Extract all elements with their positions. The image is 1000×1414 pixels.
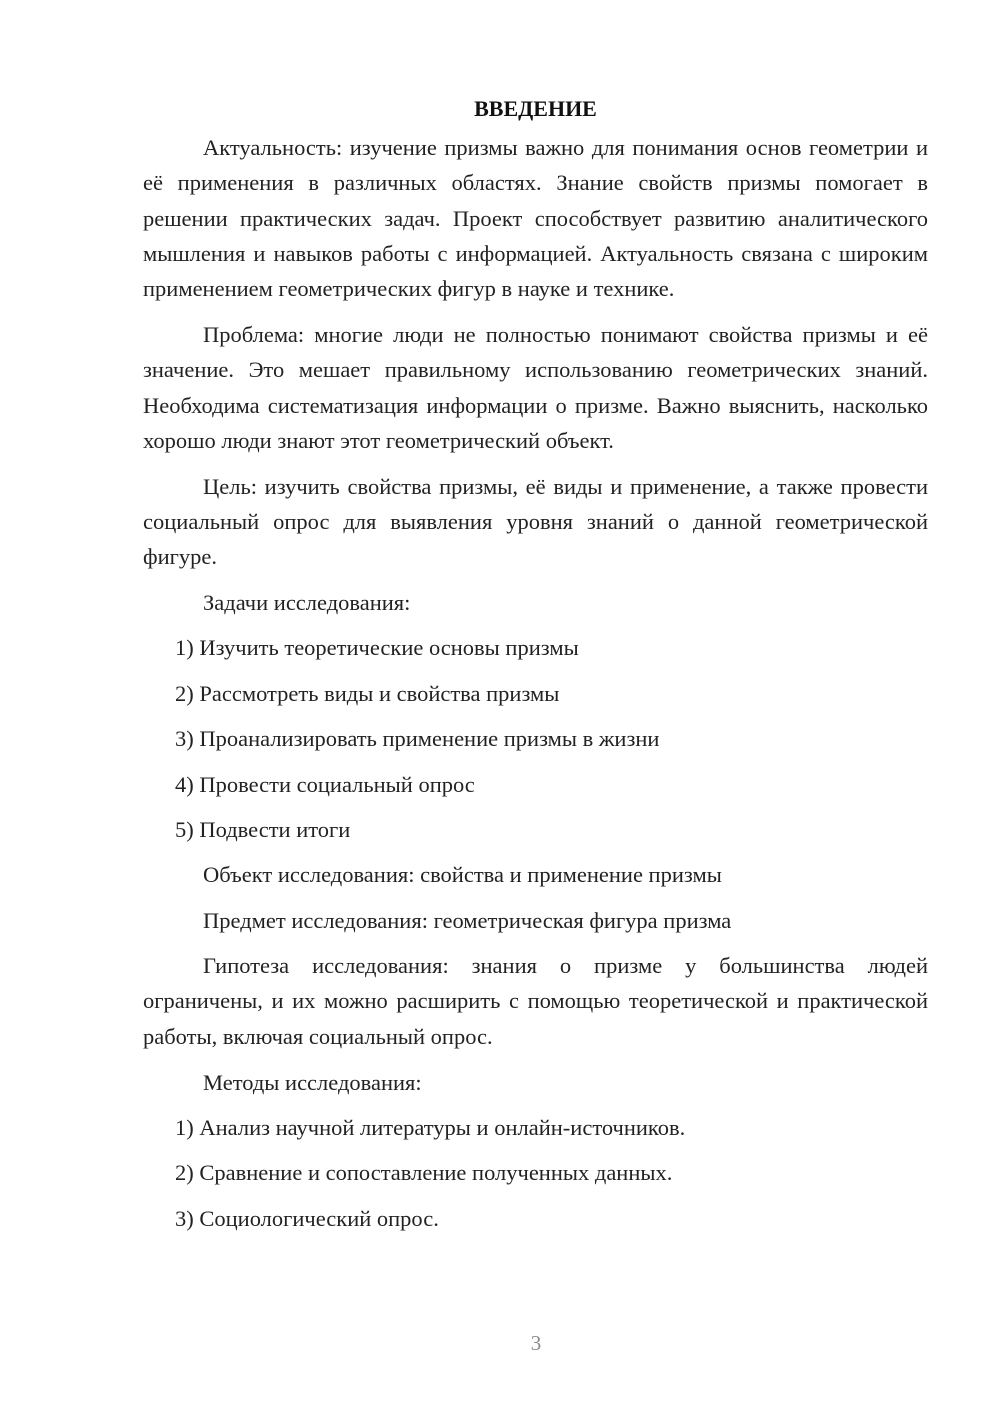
task-item: 1) Изучить теоретические основы призмы xyxy=(175,635,579,661)
task-item: 5) Подвести итоги xyxy=(175,817,351,843)
goal-paragraph: Цель: изучить свойства призмы, её виды и применение, а также провести социальный опрос для выявления уровня знаний о данной геометрической фигуре. xyxy=(143,473,928,570)
research-subject: Предмет исследования: геометрическая фигура призма xyxy=(203,907,732,933)
problem-paragraph: Проблема: многие люди не полностью понимают свойства призмы и её значение. Это мешает правильному использованию геометрических знаний. Необходима систематизация информации о призме. Важно выяснить, насколько хорошо люди знают этот геометрический объект. xyxy=(143,321,928,453)
tasks-heading: Задачи исследования: xyxy=(203,590,411,616)
document-page xyxy=(143,92,928,1246)
method-item: 2) Сравнение и сопоставление полученных данных. xyxy=(175,1160,673,1186)
section-title: ВВЕДЕНИЕ xyxy=(474,96,597,121)
method-item: 3) Социологический опрос. xyxy=(175,1205,439,1231)
relevance-paragraph: Актуальность: изучение призмы важно для понимания основ геометрии и её применения в различных областях. Знание свойств призмы помогает в решении практических задач. Проект способствует развитию аналитического мышления и навыков работы с информацией. Актуальность связана с широким применением геометрических фигур в науке и технике. xyxy=(143,135,928,302)
method-item: 1) Анализ научной литературы и онлайн-источников. xyxy=(175,1114,686,1140)
research-object: Объект исследования: свойства и применение призмы xyxy=(203,862,722,888)
methods-heading: Методы исследования: xyxy=(203,1069,422,1095)
tasks-list xyxy=(143,630,928,847)
task-item: 3) Проанализировать применение призмы в жизни xyxy=(175,726,660,752)
hypothesis-paragraph: Гипотеза исследования: знания о призме у большинства людей ограничены, и их можно расширить с помощью теоретической и практической работы, включая социальный опрос. xyxy=(143,953,928,1049)
methods-list xyxy=(143,1110,928,1236)
page-number: 3 xyxy=(530,1331,542,1355)
task-item: 2) Рассмотреть виды и свойства призмы xyxy=(175,680,560,706)
task-item: 4) Провести социальный опрос xyxy=(175,771,475,797)
